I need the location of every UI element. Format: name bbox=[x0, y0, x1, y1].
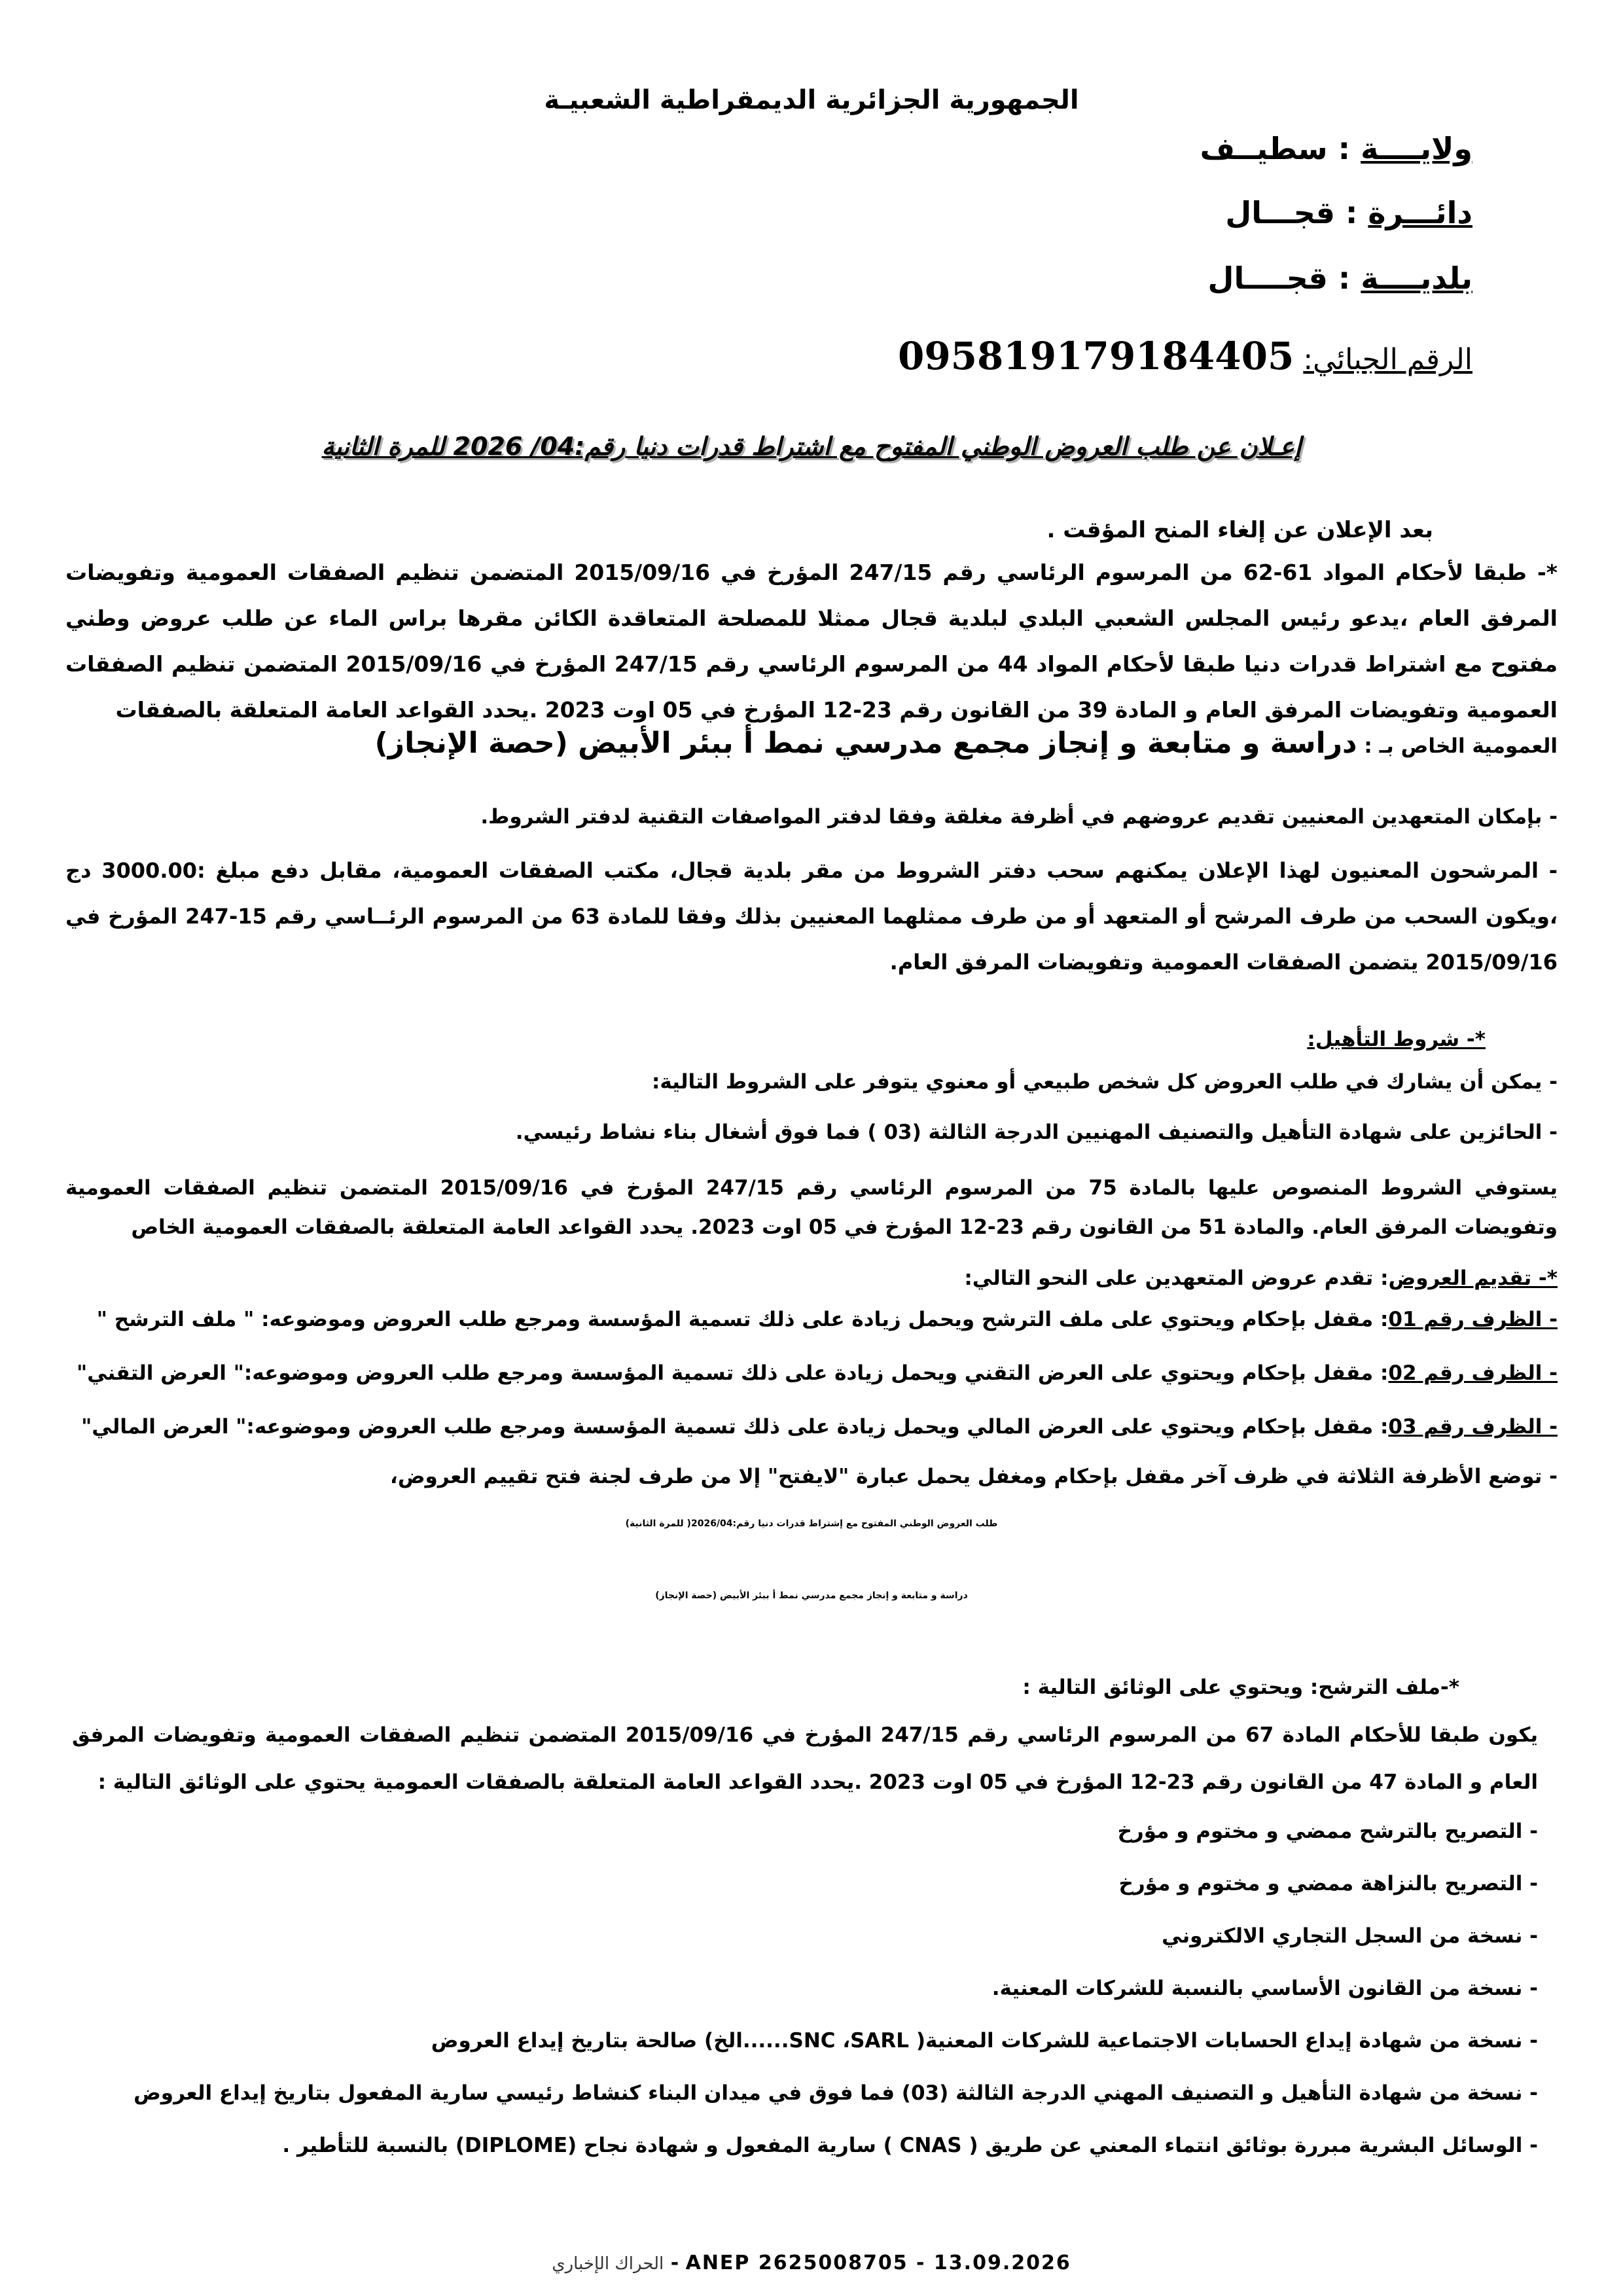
envelopes-final-line: - توضع الأظرفة الثلاثة في ظرف آخر مقفل بإحكام ومغفل يحمل عبارة "لايفتح" إلا من طرف لجنة فتح تقييم العروض، bbox=[390, 1465, 1558, 1488]
intro-paragraph: *- طبقا لأحكام المواد 61-62 من المرسوم الرئاسي رقم 247/15 المؤرخ في 2015/09/16 المتضمن تنظيم الصفقات العمومية وتفويضات المرفق العام ،يدعو رئيس المجلس الشعبي البلدي لبلدية قجال ممثلا للمصلحة المتعاقدة الكائن مقرها براس الماء عن طلب عروض وطني مفتوح مع اشتراط قدرات دنيا طبقا لأحكام المواد 44 من المرسوم الرئاسي رقم 247/15 المؤرخ في 2015/09/16 المتضمن تنظيم الصفقات العمومية وتفويضات المرفق العام و المادة 39 من القانون رقم 23-12 المؤرخ في 05 اوت 2023 .يحدد القواعد العامة المتعلقة بالصفقات bbox=[65, 560, 1558, 723]
big-title-1: طلب العروض الوطني المفتوح مع إشتراط قدرات دنيا رقم:2026/04( للمرة الثانية) bbox=[625, 1518, 998, 1529]
envelope-2-text: : مقفل بإحكام ويحتوي على العرض التقني ويحمل زيادة على ذلك تسمية المؤسسة ومرجع طلب العروض وموضوعه:" العرض التقني" bbox=[76, 1361, 1389, 1385]
tax-id-line bbox=[898, 334, 1472, 378]
wilaya-label: ولايــــة bbox=[1361, 131, 1472, 166]
newspaper-name: الحراك الإخباري bbox=[552, 2254, 664, 2274]
envelope-3-label: - الظرف رقم 03 bbox=[1388, 1415, 1558, 1439]
tax-id-label: الرقم الجبائي: bbox=[1303, 343, 1472, 376]
special-line bbox=[375, 726, 1558, 760]
qualification-title: *- شروط التأهيل: bbox=[1307, 1028, 1486, 1051]
bids-paragraph: - المرشحون المعنيون لهذا الإعلان يمكنهم سحب دفتر الشروط من مقر بلدية قجال، مكتب الصفقات العمومية، مقابل دفع مبلغ :3000.00 دج ،ويكون السحب من طرف المرشح أو المتعهد أو من طرف ممثلهما المعنيين بذلك وفقا للمادة 63 من المرسوم الرئــاسي رقم 15-247 المؤرخ في 2015/09/16 يتضمن الصفقات العمومية وتفويضات المرفق العام. bbox=[65, 858, 1558, 975]
candidacy-item-7: - الوسائل البشرية مبررة بوثائق انتماء المعني عن طريق ( CNAS ) سارية المفعول و شهادة نجاح (DIPLOME) بالنسبة للتأطير . bbox=[282, 2134, 1538, 2157]
envelope-1 bbox=[97, 1308, 1558, 1331]
bids-line: - بإمكان المتعهدين المعنيين تقديم عروضهم في أظرفة مغلقة وفقا لدفتر المواصفات التقنية لدفتر الشروط. bbox=[480, 805, 1558, 829]
baladia-value: : قجــــال bbox=[1207, 260, 1361, 296]
tax-id-number: 095819179184405 bbox=[897, 334, 1294, 378]
submission-title bbox=[964, 1266, 1558, 1290]
qualification-paragraph: يستوفي الشروط المنصوص عليها بالمادة 75 من المرسوم الرئاسي رقم 247/15 المؤرخ في 2015/09/16 المتضمن تنظيم الصفقات العمومية وتفويضات المرفق العام. والمادة 51 من القانون رقم 23-12 المؤرخ في 05 اوت 2023. يحدد القواعد العامة المتعلقة بالصفقات العمومية الخاص bbox=[65, 1176, 1558, 1239]
daira-value: : قجـــال bbox=[1225, 195, 1368, 230]
wilaya-line bbox=[1200, 131, 1472, 166]
candidacy-item-5: - نسخة من شهادة إيداع الحسابات الاجتماعية للشركات المعنية( SNC ،SARL......الخ) صالحة بتاريخ إيداع العروض bbox=[431, 2029, 1538, 2053]
candidacy-item-4: - نسخة من القانون الأساسي بالنسبة للشركات المعنية. bbox=[991, 1977, 1538, 2000]
envelope-3 bbox=[81, 1415, 1558, 1439]
envelope-2-label: - الظرف رقم 02 bbox=[1388, 1361, 1558, 1385]
candidacy-item-3: - نسخة من السجل التجاري الالكتروني bbox=[1162, 1924, 1538, 1948]
anep-reference: - ANEP 2625008705 - 13.09.2026 bbox=[664, 2251, 1071, 2274]
project-name: دراسة و متابعة و إنجاز مجمع مدرسي نمط أ ببئر الأبيض (حصة الإنجاز) bbox=[374, 726, 1357, 760]
announcement-title-second: للمرة الثانية bbox=[321, 432, 454, 461]
qualification-line-2: - الحائزين على شهادة التأهيل والتصنيف المهنيين الدرجة الثالثة (03 ) فما فوق أشغال بناء نشاط رئيسي. bbox=[515, 1121, 1558, 1144]
candidacy-item-6: - نسخة من شهادة التأهيل و التصنيف المهني الدرجة الثالثة (03) فما فوق في ميدان البناء كنشاط رئيسي سارية المفعول بتاريخ إيداع العروض bbox=[134, 2081, 1538, 2105]
submission-title-rest: : تقدم عروض المتعهدين على النحو التالي: bbox=[964, 1266, 1389, 1290]
envelope-3-text: : مقفل بإحكام ويحتوي على العرض المالي ويحمل زيادة على ذلك تسمية المؤسسة ومرجع طلب العروض وموضوعه:" العرض المالي" bbox=[81, 1415, 1389, 1439]
candidacy-item-1: - التصريح بالترشح ممضي و مختوم و مؤرخ bbox=[1117, 1820, 1538, 1843]
baladia-line bbox=[1208, 260, 1472, 296]
qualification-line-1: - يمكن أن يشارك في طلب العروض كل شخص طبيعي أو معنوي يتوفر على الشروط التالية: bbox=[651, 1070, 1558, 1094]
baladia-label: بلديــــة bbox=[1361, 260, 1472, 296]
envelope-1-text: : مقفل بإحكام ويحتوي على ملف الترشح ويحمل زيادة على ذلك تسمية المؤسسة ومرجع طلب العروض وموضوعه: " ملف الترشح " bbox=[96, 1308, 1389, 1331]
republic-header: الجمهورية الجزائرية الديمقراطية الشعبيـة bbox=[544, 85, 1079, 115]
special-prefix: العمومية الخاص بـ : bbox=[1357, 734, 1558, 758]
big-title-2: دراسة و متابعة و إنجاز مجمع مدرسي نمط أ ببئر الأبيض (حصة الإنجاز) bbox=[655, 1590, 968, 1601]
candidacy-paragraph: يكون طبقا للأحكام المادة 67 من المرسوم الرئاسي رقم 247/15 المؤرخ في 2015/09/16 المتضمن تنظيم الصفقات العمومية وتفويضات المرفق العام و المادة 47 من القانون رقم 23-12 المؤرخ في 05 اوت 2023 .يحدد القواعد العامة المتعلقة بالصفقات العمومية يحتوي على الوثائق التالية : bbox=[72, 1723, 1538, 1794]
candidacy-item-2: - التصريح بالنزاهة ممضي و مختوم و مؤرخ bbox=[1118, 1872, 1538, 1895]
announcement-title bbox=[0, 432, 1623, 461]
candidacy-title: *-ملف الترشح: ويحتوي على الوثائق التالية : bbox=[1022, 1676, 1459, 1699]
daira-line bbox=[1225, 195, 1472, 230]
announcement-title-main: إعـلان عن طلب العروض الوطني المفتوح مع اشتراط قدرات دنيا رقم:04/ 2026 bbox=[453, 432, 1302, 461]
envelope-2 bbox=[77, 1361, 1558, 1385]
envelope-1-label: - الظرف رقم 01 bbox=[1388, 1308, 1558, 1331]
wilaya-value: : سطيــف bbox=[1200, 131, 1361, 166]
submission-title-label: *- تقديم العروض bbox=[1388, 1266, 1558, 1290]
footer bbox=[0, 2251, 1623, 2274]
daira-label: دائـــرة bbox=[1368, 195, 1472, 230]
intro-line: بعد الإعلان عن إلغاء المنح المؤقت . bbox=[1046, 517, 1433, 543]
